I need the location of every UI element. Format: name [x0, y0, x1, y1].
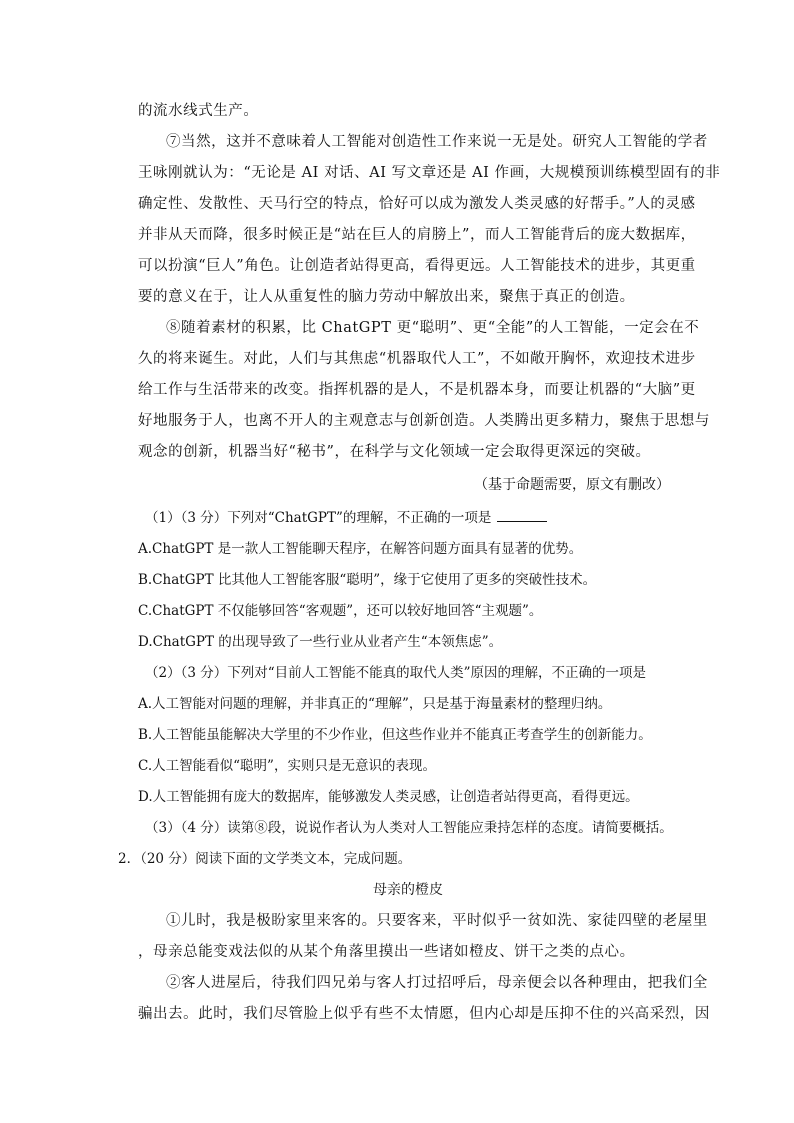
- paragraph-7-line: 要的意义在于，让人从重复性的脑力劳动中解放出来，聚焦于真正的创造。: [138, 289, 635, 305]
- section-2-paragraph-2-line: ②客人进屋后，待我们四兄弟与客人打过招呼后，母亲便会以各种理由，把我们全: [166, 975, 708, 991]
- answer-blank: [497, 509, 547, 522]
- section-2-paragraph-2-line: 骗出去。此时，我们尽管脸上似乎有些不太情愿，但内心却是压抑不住的兴高采烈，因: [138, 1006, 710, 1022]
- paragraph-8-line: 好地服务于人，也离不开人的主观意志与创新创造。人类腾出更多精力，聚焦于思想与: [138, 413, 710, 429]
- question-1-option-d: D.ChatGPT 的出现导致了一些行业从业者产生“本领焦虑”。: [138, 634, 503, 650]
- question-2-option-c: C.人工智能看似“聪明”，实则只是无意识的表现。: [138, 758, 436, 774]
- question-3-stem: （3）（4 分）读第⑧段，说说作者认为人类对人工智能应秉持怎样的态度。请简要概括。: [145, 820, 673, 836]
- question-1-option-b: B.ChatGPT 比其他人工智能客服“聪明”，缘于它使用了更多的突破性技术。: [138, 572, 597, 588]
- article-title: 母亲的橙皮: [373, 882, 443, 898]
- section-2-heading: 2．（20 分）阅读下面的文学类文本，完成问题。: [118, 851, 412, 867]
- question-1-option-a: A.ChatGPT 是一款人工智能聊天程序，在解答问题方面具有显著的优势。: [138, 541, 583, 557]
- paragraph-tail: 的流水线式生产。: [138, 103, 259, 119]
- paragraph-7-line: 可以扮演“巨人”角色。让创造者站得更高，看得更远。人工智能技术的进步，其更重: [138, 258, 696, 274]
- question-1-stem: （1）（3 分）下列对“ChatGPT”的理解，不正确的一项是: [145, 508, 680, 528]
- paragraph-7-line: 确定性、发散性、天马行空的特点，恰好可以成为激发人类灵感的好帮手。”人的灵感: [138, 196, 696, 212]
- question-2-option-b: B.人工智能虽能解决大学里的不少作业，但这些作业并不能真正考查学生的创新能力。: [138, 727, 652, 743]
- paragraph-7-line: 王咏刚就认为：“无论是 AI 对话、AI 写文章还是 AI 作画，大规模预训练模型固有的非: [138, 165, 721, 181]
- paragraph-8-line: 观念的创新，机器当好“秘书”，在科学与文化领域一定会取得更深远的突破。: [138, 444, 651, 460]
- paragraph-8-line: 久的将来诞生。对此，人们与其焦虑“机器取代人工”，不如敞开胸怀，欢迎技术进步: [138, 351, 696, 367]
- question-1-option-c: C.ChatGPT 不仅能够回答“客观题”，还可以较好地回答“主观题”。: [138, 603, 543, 619]
- question-2-option-d: D.人工智能拥有庞大的数据库，能够激发人类灵感，让创造者站得更高，看得更远。: [138, 789, 639, 805]
- section-2-paragraph-1-line: ，母亲总能变戏法似的从某个角落里摸出一些诸如橙皮、饼干之类的点心。: [138, 944, 635, 960]
- paragraph-7-line: 并非从天而降，很多时候正是“站在巨人的肩膀上”，而人工智能背后的庞大数据库，: [138, 227, 696, 243]
- section-2-paragraph-1-line: ①儿时，我是极盼家里来客的。只要客来，平时似乎一贫如洗、家徒四壁的老屋里: [166, 913, 708, 929]
- question-2-option-a: A.人工智能对问题的理解，并非真正的“理解”，只是基于海量素材的整理归纳。: [138, 696, 612, 712]
- paragraph-7-line: ⑦当然，这并不意味着人工智能对创造性工作来说一无是处。研究人工智能的学者: [166, 134, 708, 150]
- paragraph-8-line: 给工作与生活带来的改变。指挥机器的是人，不是机器本身，而要让机器的“大脑”更: [138, 382, 696, 398]
- source-note: （基于命题需要，原文有删改）: [474, 477, 670, 493]
- question-2-stem: （2）（3 分）下列对“目前人工智能不能真的取代人类”原因的理解，不正确的一项是: [145, 665, 647, 681]
- paragraph-8-line: ⑧随着素材的积累，比 ChatGPT 更“聪明”、更“全能”的人工智能，一定会在不: [166, 320, 700, 336]
